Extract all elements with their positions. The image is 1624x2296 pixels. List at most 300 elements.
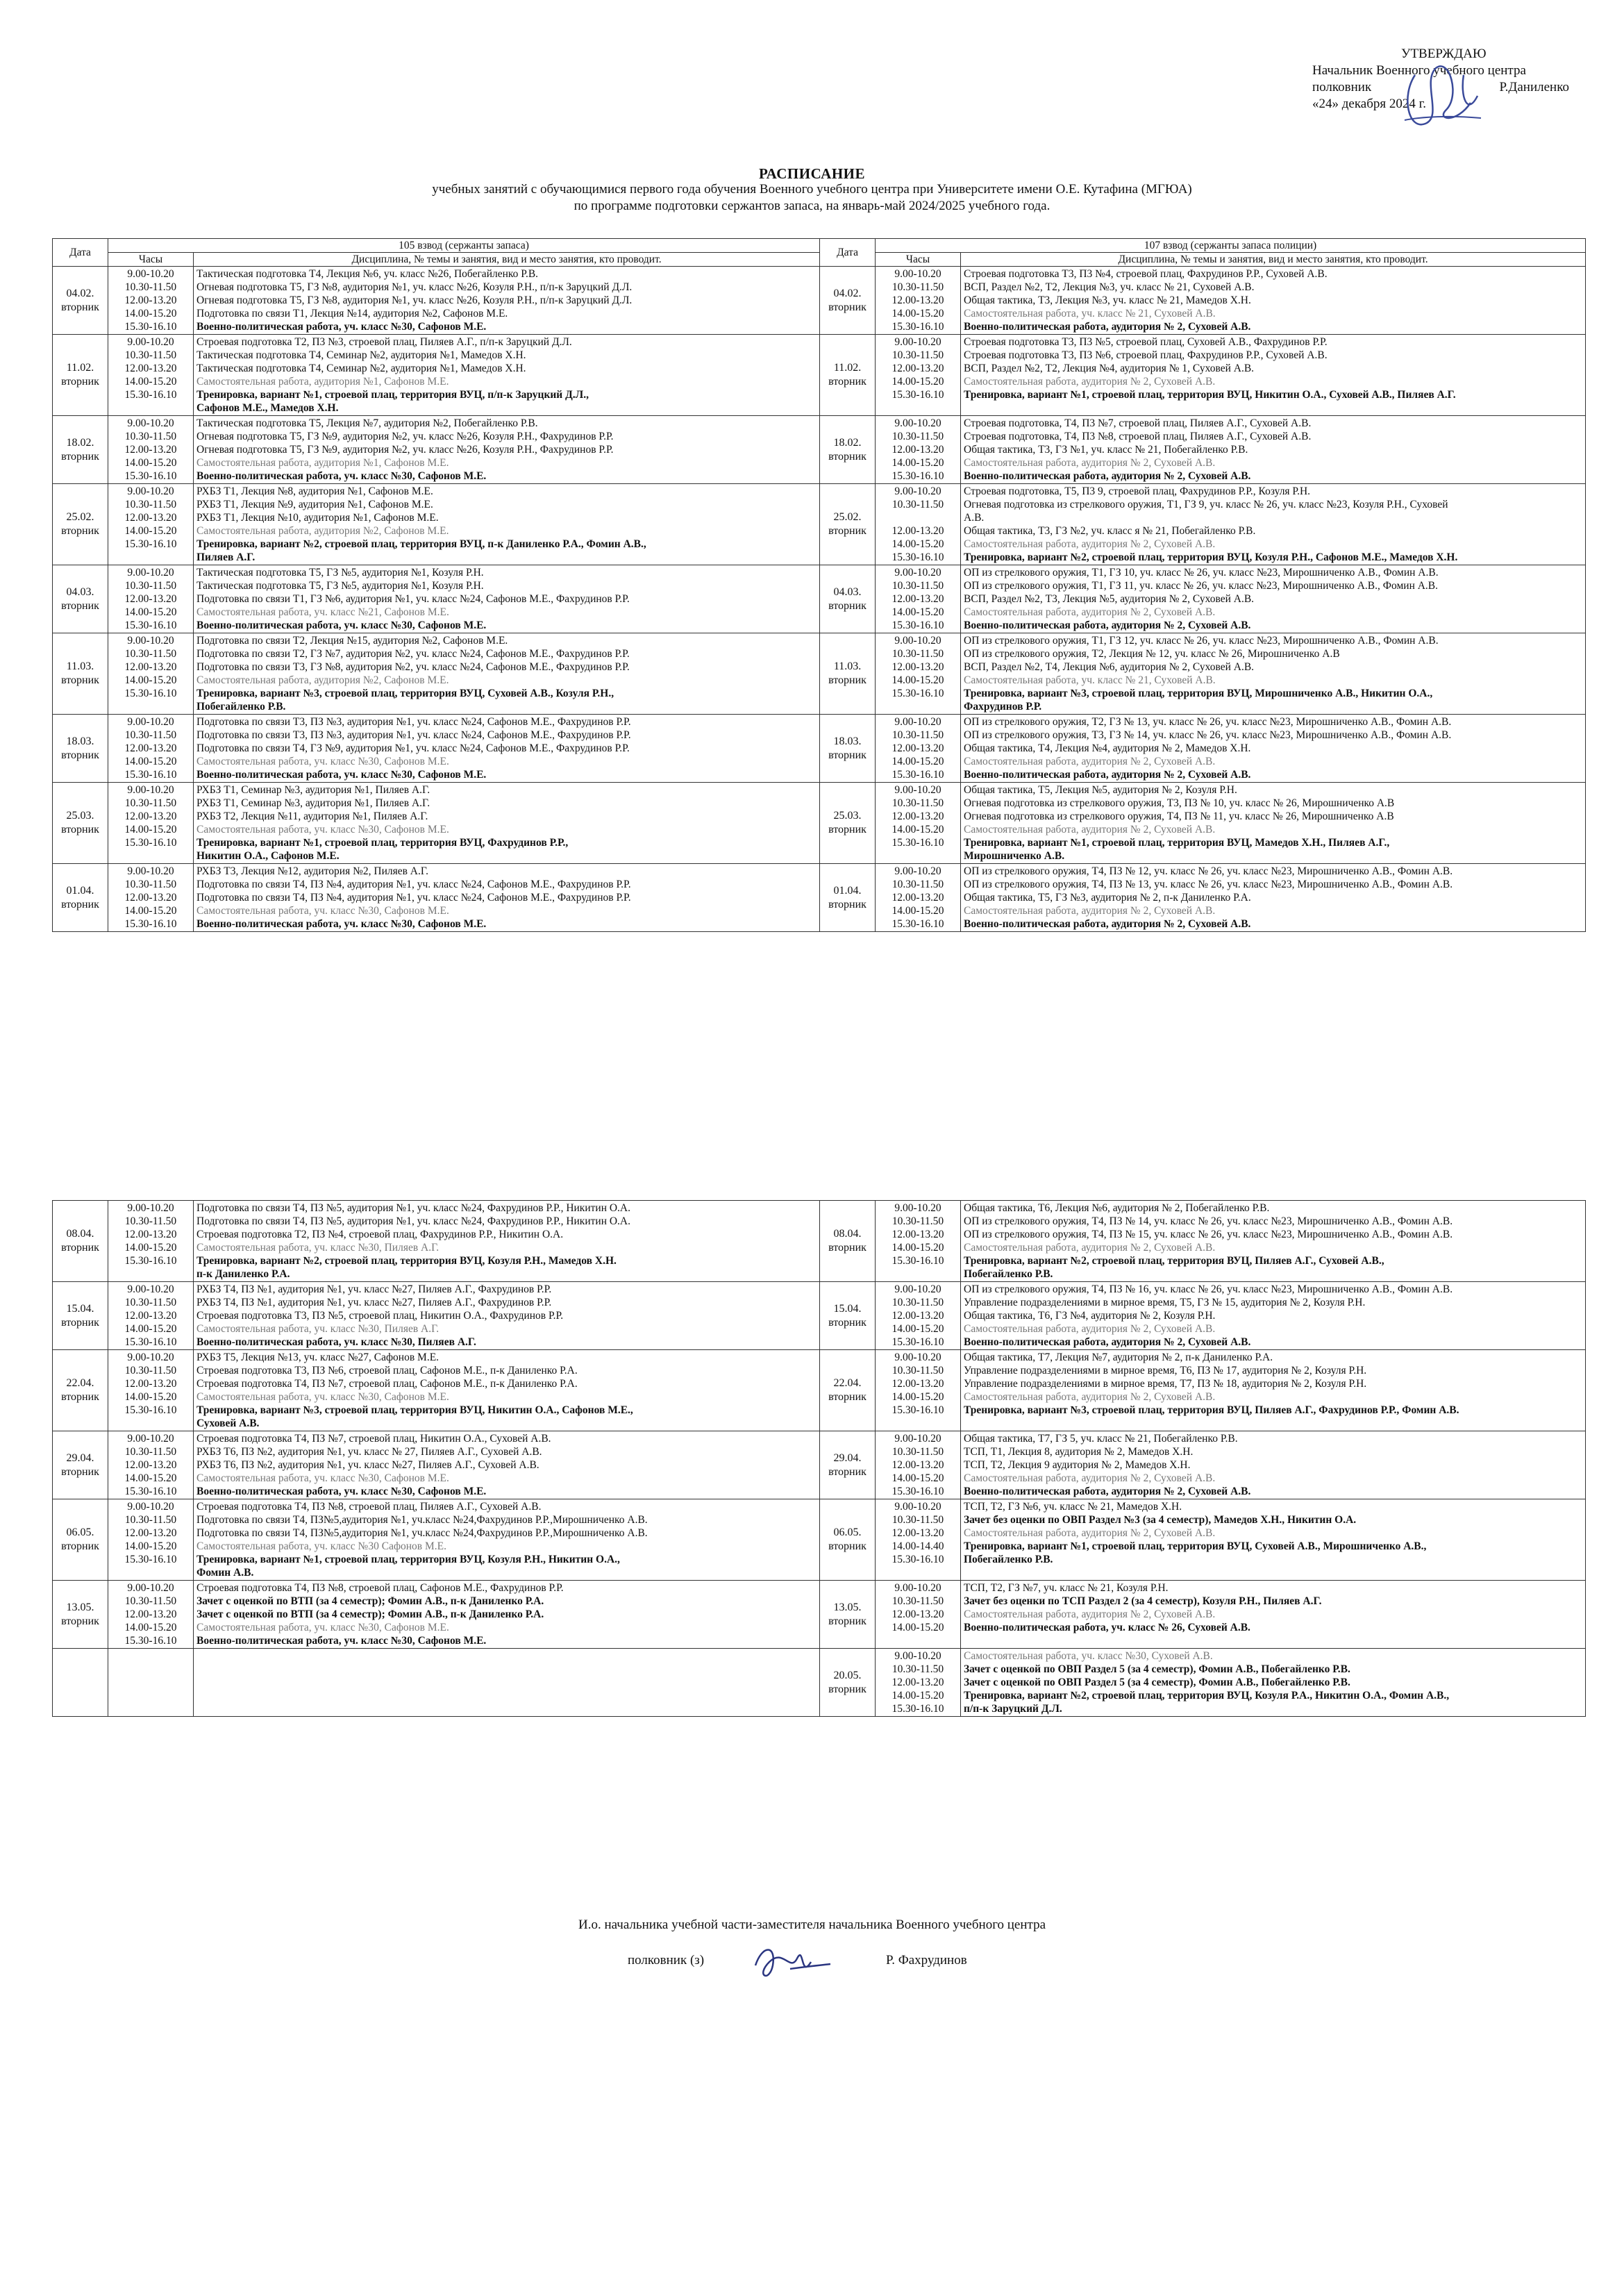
date-value: 25.02. <box>66 511 94 523</box>
time-slot: 9.00-10.20 <box>127 417 174 429</box>
time-slot: 15.30-16.10 <box>891 1486 944 1497</box>
header-hours-left: Часы <box>108 253 194 267</box>
date-value: 04.02. <box>66 287 94 299</box>
weekday: вторник <box>61 1615 99 1627</box>
time-slot: 15.30-16.10 <box>891 1336 944 1348</box>
time-slot: 9.00-10.20 <box>127 268 174 280</box>
header-date-right: Дата <box>820 239 876 267</box>
lesson-line: Самостоятельная работа, уч. класс №30, Сафонов М.Е. <box>196 1472 449 1484</box>
schedule-row <box>53 1649 1586 1717</box>
lesson-line: ОП из стрелкового оружия, Т4, ПЗ № 12, уч. класс № 26, уч. класс №23, Мирошниченко А.В., Фомин А.В. <box>964 865 1453 877</box>
lesson-line: Военно-политическая работа, аудитория № 2, Суховей А.В. <box>964 918 1251 930</box>
lesson-line: Тактическая подготовка Т5, Лекция №7, аудитория №2, Побегайленко Р.В. <box>196 417 538 429</box>
discipline-cell-left <box>194 484 820 565</box>
time-slot: 9.00-10.20 <box>127 567 174 579</box>
time-slot: 10.30-11.50 <box>124 729 177 741</box>
lesson-line: Общая тактика, Т3, Лекция №3, уч. класс № 21, Мамедов Х.Н. <box>964 294 1251 306</box>
time-slot: 12.00-13.20 <box>891 1608 944 1620</box>
date-value: 18.03. <box>66 735 94 747</box>
date-cell-right <box>820 1499 876 1581</box>
time-slot: 10.30-11.50 <box>124 349 177 361</box>
lesson-line: Побегайленко Р.В. <box>964 1268 1053 1280</box>
time-slot: 10.30-11.50 <box>891 349 944 361</box>
schedule-table-top <box>52 238 1586 932</box>
lesson-line: Самостоятельная работа, аудитория № 2, Суховей А.В. <box>964 1323 1216 1335</box>
discipline-cell-right <box>961 864 1586 932</box>
time-slot: 9.00-10.20 <box>894 1650 941 1662</box>
time-slot: 12.00-13.20 <box>891 593 944 605</box>
time-slot: 12.00-13.20 <box>124 1229 177 1240</box>
hours-cell-left <box>108 484 194 565</box>
schedule-row <box>53 335 1586 416</box>
footer-signature <box>748 1938 832 1986</box>
time-slot: 12.00-13.20 <box>124 742 177 754</box>
discipline-cell-left <box>194 1649 820 1717</box>
discipline-cell-right <box>961 565 1586 633</box>
date-cell-left <box>53 1649 108 1717</box>
time-slot: 15.30-16.10 <box>124 321 177 333</box>
lesson-line: Подготовка по связи Т3, ПЗ №3, аудитория №1, уч. класс №24, Сафонов М.Е., Фахрудинов Р.Р. <box>196 716 631 728</box>
lesson-line: Строевая подготовка Т3, ПЗ №5, строевой плац, Никитин О.А., Фахрудинов Р.Р. <box>196 1310 564 1322</box>
lesson-line: Тренировка, вариант №2, строевой плац, территория ВУЦ, Пиляев А.Г., Суховей А.В., <box>964 1255 1384 1267</box>
date-cell-left <box>53 715 108 783</box>
time-slot: 15.30-16.10 <box>891 1703 944 1715</box>
lesson-line: Тренировка, вариант №1, строевой плац, территория ВУЦ, п/п-к Заруцкий Д.Л., <box>196 389 589 401</box>
discipline-cell-right <box>961 484 1586 565</box>
lesson-line: Подготовка по связи Т2, ГЗ №7, аудитория №2, уч. класс №24, Сафонов М.Е., Фахрудинов Р.Р. <box>196 648 630 660</box>
time-slot: 9.00-10.20 <box>894 1433 941 1445</box>
time-slot: 15.30-16.10 <box>124 1486 177 1497</box>
time-slot: 15.30-16.10 <box>124 837 177 849</box>
time-slot: 14.00-15.20 <box>891 1242 944 1254</box>
hours-cell-right <box>876 267 961 335</box>
time-slot: 9.00-10.20 <box>894 1582 941 1594</box>
lesson-line: Фахрудинов Р.Р. <box>964 701 1042 713</box>
lesson-line: Самостоятельная работа, аудитория № 2, Суховей А.В. <box>964 1527 1216 1539</box>
lesson-line: ОП из стрелкового оружия, Т2, ГЗ № 13, уч. класс № 26, уч. класс №23, Мирошниченко А.В., Фомин А.В. <box>964 716 1452 728</box>
lesson-line: Военно-политическая работа, уч. класс №30, Сафонов М.Е. <box>196 321 487 333</box>
time-slot: 15.30-16.10 <box>891 769 944 781</box>
date-value: 04.02. <box>833 287 862 299</box>
discipline-cell-right <box>961 416 1586 484</box>
lesson-line: Тактическая подготовка Т4, Семинар №2, аудитория №1, Мамедов Х.Н. <box>196 349 526 361</box>
lesson-line: Общая тактика, Т7, Лекция №7, аудитория № 2, п-к Даниленко Р.А. <box>964 1351 1273 1363</box>
weekday: вторник <box>828 599 867 612</box>
time-slot: 10.30-11.50 <box>891 580 944 592</box>
lesson-line: Военно-политическая работа, аудитория № 2, Суховей А.В. <box>964 470 1251 482</box>
weekday: вторник <box>61 1465 99 1478</box>
time-slot: 15.30-16.10 <box>124 918 177 930</box>
time-slot: 15.30-16.10 <box>891 837 944 849</box>
lesson-line: Огневая подготовка из стрелкового оружия, Т4, ПЗ № 11, уч. класс № 26, Мирошниченко А.В <box>964 810 1394 822</box>
lesson-line: Огневая подготовка Т5, ГЗ №8, аудитория №1, уч. класс №26, Козуля Р.Н., п/п-к Заруцкий Д.Л. <box>196 281 633 293</box>
lesson-line: Общая тактика, Т3, ГЗ №1, уч. класс № 21, Побегайленко Р.В. <box>964 444 1248 456</box>
lesson-line: Самостоятельная работа, уч. класс №30, Пиляев А.Г. <box>196 1242 440 1254</box>
lesson-line: Строевая подготовка Т2, ПЗ №4, строевой плац, Фахрудинов Р.Р., Никитин О.А. <box>196 1229 564 1240</box>
lesson-line: Общая тактика, Т3, ГЗ №2, уч. класс я № 21, Побегайленко Р.В. <box>964 525 1256 537</box>
lesson-line: Самостоятельная работа, уч. класс №30, Суховей А.В. <box>964 1650 1213 1662</box>
time-slot: 12.00-13.20 <box>124 593 177 605</box>
lesson-line: Зачет без оценки по ОВП Раздел №3 (за 4 семестр), Мамедов Х.Н., Никитин О.А. <box>964 1514 1357 1526</box>
date-cell-right <box>820 783 876 864</box>
time-slot: 10.30-11.50 <box>891 431 944 442</box>
lesson-line: ВСП, Раздел №2, Т4, Лекция №6, аудитория № 2, Суховей А.В. <box>964 661 1255 673</box>
lesson-line: Фомин А.В. <box>196 1567 254 1579</box>
hours-cell-left <box>108 1649 194 1717</box>
time-slot: 12.00-13.20 <box>124 1527 177 1539</box>
time-slot: 9.00-10.20 <box>894 635 941 647</box>
date-value: 13.05. <box>66 1601 94 1613</box>
time-slot: 10.30-11.50 <box>891 1446 944 1458</box>
time-slot: 9.00-10.20 <box>894 1351 941 1363</box>
schedule-row <box>53 864 1586 932</box>
lesson-line: п/п-к Заруцкий Д.Л. <box>964 1703 1062 1715</box>
footer-name: Р. Фахрудинов <box>886 1953 967 1968</box>
time-slot: 15.30-16.10 <box>891 1255 944 1267</box>
weekday: вторник <box>828 301 867 313</box>
lesson-line: РХБЗ Т6, ПЗ №2, аудитория №1, уч. класс № 27, Пиляев А.Г., Суховей А.В. <box>196 1446 542 1458</box>
lesson-line: ОП из стрелкового оружия, Т1, ГЗ 10, уч. класс № 26, уч. класс №23, Мирошниченко А.В., Фомин А.В. <box>964 567 1439 579</box>
header-hours-right: Часы <box>876 253 961 267</box>
time-slot: 15.30-16.10 <box>891 1554 944 1565</box>
approval-signature <box>1394 54 1484 138</box>
time-slot: 14.00-15.20 <box>124 1622 177 1633</box>
lesson-line: Строевая подготовка Т2, П3 №3, строевой плац, Пиляев А.Г., п/п-к Заруцкий Д.Л. <box>196 336 572 348</box>
time-slot: 12.00-13.20 <box>124 1459 177 1471</box>
lesson-line: Тренировка, вариант №2, строевой плац, территория ВУЦ, Козуля Р.Н., Сафонов М.Е., Мамедов Х.Н. <box>964 551 1458 563</box>
time-slot: 10.30-11.50 <box>891 1514 944 1526</box>
lesson-line: Самостоятельная работа, уч. класс №30, Сафонов М.Е. <box>196 1622 449 1633</box>
time-slot: 12.00-13.20 <box>124 444 177 456</box>
lesson-line: Зачет с оценкой по ВТП (за 4 семестр); Фомин А.В., п-к Даниленко Р.А. <box>196 1608 544 1620</box>
lesson-line: ОП из стрелкового оружия, Т4, ПЗ № 15, уч. класс № 26, уч. класс №23, Мирошниченко А.В., Фомин А.В. <box>964 1229 1453 1240</box>
weekday: вторник <box>61 450 99 463</box>
time-slot: 9.00-10.20 <box>127 1582 174 1594</box>
time-slot: 12.00-13.20 <box>124 892 177 904</box>
time-slot: 12.00-13.20 <box>124 1310 177 1322</box>
date-value: 25.03. <box>66 810 94 822</box>
time-slot: 12.00-13.20 <box>891 810 944 822</box>
time-slot: 9.00-10.20 <box>894 1501 941 1513</box>
lesson-line: Тренировка, вариант №1, строевой плац, территория ВУЦ, Козуля Р.Н., Никитин О.А., <box>196 1554 620 1565</box>
lesson-line: Общая тактика, Т5, ГЗ №3, аудитория № 2, п-к Даниленко Р.А. <box>964 892 1251 904</box>
lesson-line: Общая тактика, Т5, Лекция №5, аудитория № 2, Козуля Р.Н. <box>964 784 1237 796</box>
time-slot: 12.00-13.20 <box>124 512 177 524</box>
time-slot: 9.00-10.20 <box>894 1283 941 1295</box>
lesson-line: РХБЗ Т1, Семинар №3, аудитория №1, Пиляев А.Г. <box>196 797 430 809</box>
lesson-line: Строевая подготовка Т4, ПЗ №8, строевой плац, Сафонов М.Е., Фахрудинов Р.Р. <box>196 1582 564 1594</box>
lesson-line: Тактическая подготовка Т5, ГЗ №5, аудитория №1, Козуля Р.Н. <box>196 580 484 592</box>
time-slot: 12.00-13.20 <box>124 661 177 673</box>
time-slot: 9.00-10.20 <box>894 336 941 348</box>
discipline-cell-right <box>961 267 1586 335</box>
weekday: вторник <box>828 1683 867 1695</box>
weekday: вторник <box>828 824 867 835</box>
header-discipline-left: Дисциплина, № темы и занятия, вид и место занятия, кто проводит. <box>194 253 820 267</box>
time-slot: 10.30-11.50 <box>124 1514 177 1526</box>
lesson-line: Строевая подготовка Т3, ПЗ №6, строевой плац, Сафонов М.Е., п-к Даниленко Р.А. <box>196 1365 578 1376</box>
schedule-row <box>53 715 1586 783</box>
footer-rank: полковник (з) <box>628 1953 705 1968</box>
discipline-cell-left <box>194 267 820 335</box>
time-slot: 14.00-15.20 <box>891 1391 944 1403</box>
hours-cell-right <box>876 1350 961 1431</box>
lesson-line: Военно-политическая работа, аудитория № 2, Суховей А.В. <box>964 769 1251 781</box>
date-cell-left <box>53 1499 108 1581</box>
time-slot: 12.00-13.20 <box>891 444 944 456</box>
time-slot: 9.00-10.20 <box>894 567 941 579</box>
lesson-line: Самостоятельная работа, уч. класс №30, Сафонов М.Е. <box>196 756 449 767</box>
date-value: 06.05. <box>833 1526 862 1538</box>
discipline-cell-left <box>194 1201 820 1282</box>
lesson-line: Строевая подготовка, Т4, П3 №7, строевой плац, Пиляев А.Г., Суховей А.В. <box>964 417 1312 429</box>
lesson-line: ВСП, Раздел №2, Т2, Лекция №4, аудитория № 1, Суховей А.В. <box>964 363 1255 374</box>
lesson-line: Огневая подготовка из стрелкового оружия, Т1, ГЗ 9, уч. класс № 26, уч. класс №23, Козуля Р.Н., Суховей <box>964 499 1448 510</box>
lesson-line: ТСП, Т2, ГЗ №7, уч. класс № 21, Козуля Р.Н. <box>964 1582 1169 1594</box>
time-slot: 12.00-13.20 <box>124 294 177 306</box>
approval-heading: УТВЕРЖДАЮ <box>1401 47 1487 61</box>
lesson-line: Военно-политическая работа, аудитория № 2, Суховей А.В. <box>964 1336 1251 1348</box>
date-value: 13.05. <box>833 1601 862 1613</box>
lesson-line: Подготовка по связи Т4, ПЗ№5,аудитория №1, уч.класс №24,Фахрудинов Р.Р.,Мирошниченко А.В. <box>196 1527 648 1539</box>
lesson-line: Тренировка, вариант №2, строевой плац, территория ВУЦ, Козуля Р.Н., Мамедов Х.Н. <box>196 1255 617 1267</box>
header-discipline-right: Дисциплина, № темы и занятия, вид и место занятия, кто проводит. <box>961 253 1586 267</box>
time-slot: 14.00-15.20 <box>891 457 944 469</box>
time-slot: 10.30-11.50 <box>124 1446 177 1458</box>
lesson-line: ТСП, Т2, Лекция 9 аудитория № 2, Мамедов Х.Н. <box>964 1459 1191 1471</box>
date-cell-left <box>53 1581 108 1649</box>
time-slot: 14.00-15.20 <box>891 824 944 835</box>
lesson-line: Тренировка, вариант №3, строевой плац, территория ВУЦ, Никитин О.А., Сафонов М.Е., <box>196 1404 633 1416</box>
date-cell-left <box>53 864 108 932</box>
date-value: 11.02. <box>833 362 862 374</box>
time-slot: 15.30-16.10 <box>891 688 944 699</box>
date-value: 11.02. <box>66 362 94 374</box>
time-slot: 10.30-11.50 <box>891 1365 944 1376</box>
date-cell-right <box>820 864 876 932</box>
time-slot: 10.30-11.50 <box>891 1595 944 1607</box>
discipline-cell-right <box>961 1282 1586 1350</box>
lesson-line: Тренировка, вариант №1, строевой плац, территория ВУЦ, Мамедов Х.Н., Пиляев А.Г., <box>964 837 1390 849</box>
lesson-line: Строевая подготовка Т3, П3 №6, строевой плац, Фахрудинов Р.Р., Суховей А.В. <box>964 349 1328 361</box>
time-slot: 15.30-16.10 <box>891 389 944 401</box>
hours-cell-left <box>108 783 194 864</box>
weekday: вторник <box>61 599 99 612</box>
time-slot <box>876 511 960 524</box>
date-cell-right <box>820 1201 876 1282</box>
time-slot: 10.30-11.50 <box>124 1297 177 1308</box>
schedule-row <box>53 1282 1586 1350</box>
lesson-line: Самостоятельная работа, уч. класс №30, Пиляев А.Г. <box>196 1323 440 1335</box>
time-slot: 14.00-15.20 <box>891 606 944 618</box>
lesson-line: Управление подразделениями в мирное время, Т5, ГЗ № 15, аудитория № 2, Козуля Р.Н. <box>964 1297 1366 1308</box>
lesson-line: Общая тактика, Т4, Лекция №4, аудитория № 2, Мамедов Х.Н. <box>964 742 1251 754</box>
schedule-row <box>53 1431 1586 1499</box>
lesson-line: Военно-политическая работа, аудитория № 2, Суховей А.В. <box>964 619 1251 631</box>
hours-cell-left <box>108 864 194 932</box>
date-value: 18.03. <box>833 735 862 747</box>
hours-cell-right <box>876 484 961 565</box>
date-value: 04.03. <box>833 585 862 598</box>
time-slot: 9.00-10.20 <box>894 1202 941 1214</box>
time-slot: 9.00-10.20 <box>127 1501 174 1513</box>
time-slot: 14.00-15.20 <box>124 674 177 686</box>
schedule-row <box>53 1581 1586 1649</box>
weekday: вторник <box>61 749 99 761</box>
lesson-line: РХБЗ Т1, Лекция №8, аудитория №1, Сафонов М.Е. <box>196 485 433 497</box>
date-value: 18.02. <box>66 436 94 449</box>
time-slot: 10.30-11.50 <box>891 797 944 809</box>
lesson-line: ТСП, Т2, ГЗ №6, уч. класс № 21, Мамедов Х.Н. <box>964 1501 1182 1513</box>
time-slot: 12.00-13.20 <box>891 363 944 374</box>
footer-position: И.о. начальника учебной части-заместителя начальника Военного учебного центра <box>578 1918 1046 1932</box>
lesson-line: Самостоятельная работа, аудитория № 2, Суховей А.В. <box>964 756 1216 767</box>
hours-cell-right <box>876 715 961 783</box>
hours-cell-right <box>876 1282 961 1350</box>
lesson-line: Военно-политическая работа, уч. класс №30, Сафонов М.Е. <box>196 1486 487 1497</box>
time-slot: 9.00-10.20 <box>127 1283 174 1295</box>
date-cell-left <box>53 1350 108 1431</box>
lesson-line: РХБЗ Т3, Лекция №12, аудитория №2, Пиляев А.Г. <box>196 865 428 877</box>
time-slot: 15.30-16.10 <box>124 619 177 631</box>
lesson-line: Мирошниченко А.В. <box>964 850 1065 862</box>
date-cell-left <box>53 416 108 484</box>
date-cell-right <box>820 1649 876 1717</box>
date-value: 04.03. <box>66 585 94 598</box>
date-value: 29.04. <box>833 1451 862 1464</box>
weekday: вторник <box>61 824 99 835</box>
hours-cell-left <box>108 1431 194 1499</box>
weekday: вторник <box>61 301 99 313</box>
discipline-cell-left <box>194 715 820 783</box>
weekday: вторник <box>828 749 867 761</box>
date-value: 06.05. <box>66 1526 94 1538</box>
lesson-line: ОП из стрелкового оружия, Т4, ПЗ № 13, уч. класс № 26, уч. класс №23, Мирошниченко А.В., Фомин А.В. <box>964 879 1453 890</box>
document-subtitle-1: учебных занятий с обучающимися первого года обучения Военного учебного центра при Университете имени О.Е. Кутафина (МГЮА) <box>432 182 1192 197</box>
time-slot: 14.00-15.20 <box>124 525 177 537</box>
lesson-line: Общая тактика, Т6, Лекция №6, аудитория № 2, Побегайленко Р.В. <box>964 1202 1270 1214</box>
discipline-cell-left <box>194 783 820 864</box>
lesson-line: Тактическая подготовка Т4, Лекция №6, уч. класс №26, Побегайленко Р.В. <box>196 268 539 280</box>
time-slot: 10.30-11.50 <box>124 648 177 660</box>
time-slot: 15.30-16.10 <box>124 1404 177 1416</box>
time-slot: 14.00-15.20 <box>124 1242 177 1254</box>
schedule-table-bottom <box>52 1200 1586 1717</box>
lesson-line: п-к Даниленко Р.А. <box>196 1268 290 1280</box>
hours-cell-left <box>108 715 194 783</box>
approval-position: Начальник Военного учебного центра <box>1312 63 1526 78</box>
hours-cell-right <box>876 1499 961 1581</box>
schedule-row <box>53 565 1586 633</box>
hours-cell-left <box>108 1282 194 1350</box>
time-slot: 14.00-15.20 <box>124 376 177 388</box>
time-slot: 12.00-13.20 <box>124 1608 177 1620</box>
weekday: вторник <box>828 450 867 463</box>
weekday: вторник <box>828 1615 867 1627</box>
time-slot: 10.30-11.50 <box>891 1663 944 1675</box>
lesson-line: Самостоятельная работа, аудитория № 2, Суховей А.В. <box>964 905 1216 917</box>
lesson-line: Строевая подготовка Т4, ПЗ №7, строевой плац, Сафонов М.Е., п-к Даниленко Р.А. <box>196 1378 578 1390</box>
date-value: 08.04. <box>66 1228 94 1240</box>
date-value: 18.02. <box>833 436 862 449</box>
header-date-left: Дата <box>53 239 108 267</box>
lesson-line: Суховей А.В. <box>196 1417 260 1429</box>
time-slot: 15.30-16.10 <box>124 1336 177 1348</box>
lesson-line: Военно-политическая работа, уч. класс №30, Сафонов М.Е. <box>196 769 487 781</box>
lesson-line: Зачет с оценкой по ОВП Раздел 5 (за 4 семестр), Фомин А.В., Побегайленко Р.В. <box>964 1663 1350 1675</box>
time-slot: 14.00-15.20 <box>124 905 177 917</box>
schedule-row <box>53 267 1586 335</box>
time-slot: 15.30-16.10 <box>891 619 944 631</box>
schedule-row <box>53 1201 1586 1282</box>
time-slot: 15.30-16.10 <box>891 321 944 333</box>
time-slot: 9.00-10.20 <box>894 268 941 280</box>
hours-cell-right <box>876 565 961 633</box>
weekday: вторник <box>61 525 99 537</box>
lesson-line: Самостоятельная работа, аудитория № 2, Суховей А.В. <box>964 1472 1216 1484</box>
time-slot: 14.00-15.20 <box>891 1323 944 1335</box>
hours-cell-right <box>876 416 961 484</box>
date-cell-right <box>820 335 876 416</box>
hours-cell-right <box>876 783 961 864</box>
date-cell-right <box>820 484 876 565</box>
date-cell-left <box>53 783 108 864</box>
date-value: 20.05. <box>833 1669 862 1681</box>
hours-cell-right <box>876 1581 961 1649</box>
lesson-line: Самостоятельная работа, уч. класс № 21, Суховей А.В. <box>964 308 1216 319</box>
lesson-line: А.В. <box>964 512 985 524</box>
weekday: вторник <box>61 674 99 686</box>
time-slot: 15.30-16.10 <box>891 1404 944 1416</box>
discipline-cell-right <box>961 1649 1586 1717</box>
discipline-cell-right <box>961 715 1586 783</box>
discipline-cell-left <box>194 633 820 715</box>
lesson-line: Общая тактика, Т6, ГЗ №4, аудитория № 2, Козуля Р.Н. <box>964 1310 1216 1322</box>
lesson-line: РХБЗ Т2, Лекция №11, аудитория №1, Пиляев А.Г. <box>196 810 428 822</box>
hours-cell-left <box>108 1581 194 1649</box>
weekday: вторник <box>828 898 867 910</box>
date-value: 08.04. <box>833 1228 862 1240</box>
document-title: РАСПИСАНИЕ <box>758 165 866 182</box>
discipline-cell-right <box>961 1581 1586 1649</box>
lesson-line: ВСП, Раздел №2, Т2, Лекция №3, уч. класс № 21, Суховей А.В. <box>964 281 1255 293</box>
time-slot: 10.30-11.50 <box>124 431 177 442</box>
time-slot: 15.30-16.10 <box>124 1255 177 1267</box>
lesson-line: РХБЗ Т1, Лекция №9, аудитория №1, Сафонов М.Е. <box>196 499 433 510</box>
time-slot: 10.30-11.50 <box>891 879 944 890</box>
lesson-line: Строевая подготовка Т3, П3 №4, строевой плац, Фахрудинов Р.Р., Суховей А.В. <box>964 268 1328 280</box>
lesson-line: Тренировка, вариант №1, строевой плац, территория ВУЦ, Суховей А.В., Мирошниченко А.В., <box>964 1540 1427 1552</box>
date-value: 11.03. <box>833 660 862 672</box>
discipline-cell-left <box>194 1581 820 1649</box>
discipline-cell-right <box>961 1350 1586 1431</box>
date-cell-right <box>820 1581 876 1649</box>
time-slot: 10.30-11.50 <box>124 797 177 809</box>
lesson-line: РХБЗ Т5, Лекция №13, уч. класс №27, Сафонов М.Е. <box>196 1351 440 1363</box>
date-cell-left <box>53 633 108 715</box>
lesson-line: Подготовка по связи Т4, ПЗ №5, аудитория №1, уч. класс №24, Фахрудинов Р.Р., Никитин О.А. <box>196 1215 631 1227</box>
discipline-cell-left <box>194 1350 820 1431</box>
lesson-line: Военно-политическая работа, уч. класс №30, Сафонов М.Е. <box>196 918 487 930</box>
weekday: вторник <box>828 674 867 686</box>
time-slot: 10.30-11.50 <box>124 1365 177 1376</box>
date-cell-right <box>820 1282 876 1350</box>
lesson-line: Тренировка, вариант №2, строевой плац, территория ВУЦ, Козуля Р.А., Никитин О.А., Фомин А.В., <box>964 1690 1450 1702</box>
weekday: вторник <box>828 1540 867 1552</box>
time-slot: 9.00-10.20 <box>894 485 941 497</box>
lesson-line: Подготовка по связи Т4, ПЗ №5, аудитория №1, уч. класс №24, Фахрудинов Р.Р., Никитин О.А. <box>196 1202 631 1214</box>
time-slot: 12.00-13.20 <box>891 1310 944 1322</box>
